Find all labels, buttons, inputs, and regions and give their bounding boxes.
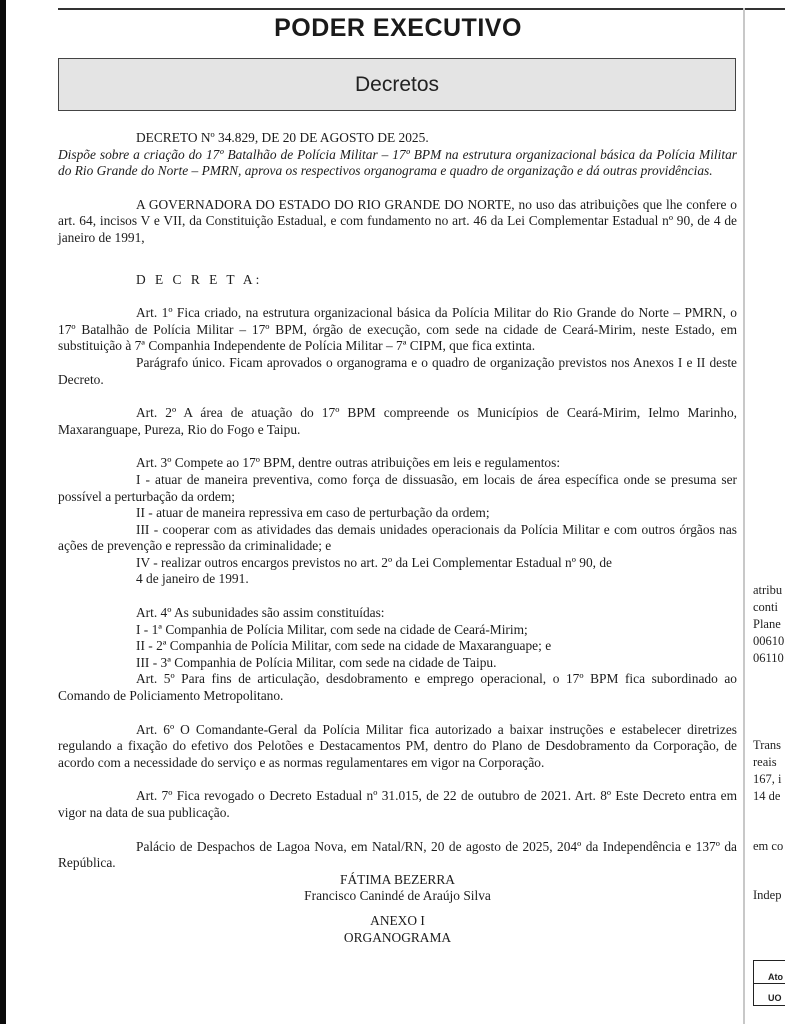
article-4-item-2: II - 2ª Companhia de Polícia Militar, com sede na cidade de Maxaranguape; e	[136, 638, 552, 654]
signature-name: FÁTIMA BEZERRA	[340, 871, 455, 887]
right-table-cell: UO	[768, 993, 782, 1003]
right-column-line: Plane	[753, 617, 781, 631]
article-5: Art. 5º Para fins de articulação, desdobramento e emprego operacional, o 17º BPM fica subordinado ao Comando de Policiamento Metropolitano.	[58, 671, 737, 704]
article-3-item-3: III - cooperar com as atividades das demais unidades operacionais da Polícia Militar e com outros órgãos nas ações de prevenção e repressão da criminalidade; e	[58, 521, 737, 554]
adjacent-column-fragment	[753, 0, 785, 1024]
closing-paragraph: Palácio de Despachos de Lagoa Nova, em Natal/RN, 20 de agosto de 2025, 204º da Independência e 137º da República.	[58, 838, 737, 871]
right-column-line: conti	[753, 600, 778, 614]
article-1-paragraph: Parágrafo único. Ficam aprovados o organograma e o quadro de organização previstos nos Anexos I e II deste Decreto.	[58, 354, 737, 387]
article-3-item-1: I - atuar de maneira preventiva, como força de dissuasão, em locais de área específica onde se presuma ser possível a perturbação da ordem;	[58, 471, 737, 504]
subsection-title: Decretos	[354, 72, 440, 96]
right-column-line: 06110	[753, 651, 784, 665]
right-column-table	[753, 960, 785, 1006]
decree-preamble: A GOVERNADORA DO ESTADO DO RIO GRANDE DO NORTE, no uso das atribuições que lhe confere o art. 64, incisos V e VII, da Constituição Estadual, e com fundamento no art. 46 da Lei Complementar Estadual nº 90, de 4 de janeiro de 1991,	[58, 196, 737, 245]
right-column-line: atribu	[753, 583, 783, 597]
column-divider	[743, 8, 745, 1024]
right-column-line: Trans	[753, 738, 782, 752]
right-table-cell: Ato	[768, 972, 783, 982]
decree-body	[58, 130, 737, 946]
annex-subtitle: ORGANOGRAMA	[343, 929, 452, 945]
top-rule	[58, 8, 785, 10]
decree-ementa: Dispõe sobre a criação do 17º Batalhão de Polícia Militar – 17º BPM na estrutura organizacional básica da Polícia Militar do Rio Grande do Norte – PMRN, aprova os respectivos organograma e quadro de organização e dá outras providências.	[58, 146, 737, 179]
article-6: Art. 6º O Comandante-Geral da Polícia Militar fica autorizado a baixar instruções e estabelecer diretrizes regulando a fixação do efetivo dos Pelotões e Destacamentos PM, dentro do Plano de Desdobramento da Corporação, de acordo com a necessidade do serviço e as normas regulamentares em vigor na Corporação.	[58, 721, 737, 770]
annex-title: ANEXO I	[370, 912, 425, 928]
decree-title: DECRETO Nº 34.829, DE 20 DE AGOSTO DE 2025.	[136, 130, 429, 145]
article-3-item-4: IV - realizar outros encargos previstos no art. 2º da Lei Complementar Estadual nº 90, de	[136, 554, 612, 570]
right-column-line: 00610	[753, 634, 785, 648]
article-4: Art. 4º As subunidades são assim constituídas:	[136, 605, 385, 621]
page-left-edge	[0, 0, 6, 1024]
article-2: Art. 2º A área de atuação do 17º BPM compreende os Municípios de Ceará-Mirim, Ielmo Marinho, Maxaranguape, Pureza, Rio do Fogo e Taipu.	[58, 405, 737, 437]
article-3-item-4-cont: 4 de janeiro de 1991.	[136, 571, 249, 587]
article-1: Art. 1º Fica criado, na estrutura organizacional básica da Polícia Militar do Rio Grande do Norte – PMRN, o 17º Batalhão de Polícia Militar – 17º BPM, órgão de execução, com sede na cidade de Ceará-Mirim, neste Estado, em substituição à 7ª Companhia Independente de Polícia Militar – 7ª CIPM, que fica extinta.	[58, 305, 737, 354]
article-7: Art. 7º Fica revogado o Decreto Estadual nº 31.015, de 22 de outubro de 2021. Art. 8º Este Decreto entra em vigor na data de sua publicação.	[58, 788, 737, 820]
right-column-line: reais	[753, 755, 777, 769]
right-column-line: em co	[753, 839, 784, 853]
right-column-line: Indep	[753, 888, 782, 902]
article-3: Art. 3º Compete ao 17º BPM, dentre outras atribuições em leis e regulamentos:	[136, 455, 561, 471]
article-4-item-1: I - 1ª Companhia de Polícia Militar, com sede na cidade de Ceará-Mirim;	[136, 621, 528, 637]
right-column-line: 14 de	[753, 789, 781, 803]
signature-secondary: Francisco Canindé de Araújo Silva	[304, 888, 491, 904]
right-column-line: 167, i	[753, 772, 782, 786]
decreta-heading: D E C R E T A:	[136, 271, 263, 287]
article-3-item-2: II - atuar de maneira repressiva em caso de perturbação da ordem;	[136, 505, 490, 521]
subsection-box	[58, 58, 736, 111]
section-title: PODER EXECUTIVO	[274, 14, 522, 42]
article-4-item-3: III - 3ª Companhia de Polícia Militar, com sede na cidade de Taipu.	[136, 654, 497, 670]
